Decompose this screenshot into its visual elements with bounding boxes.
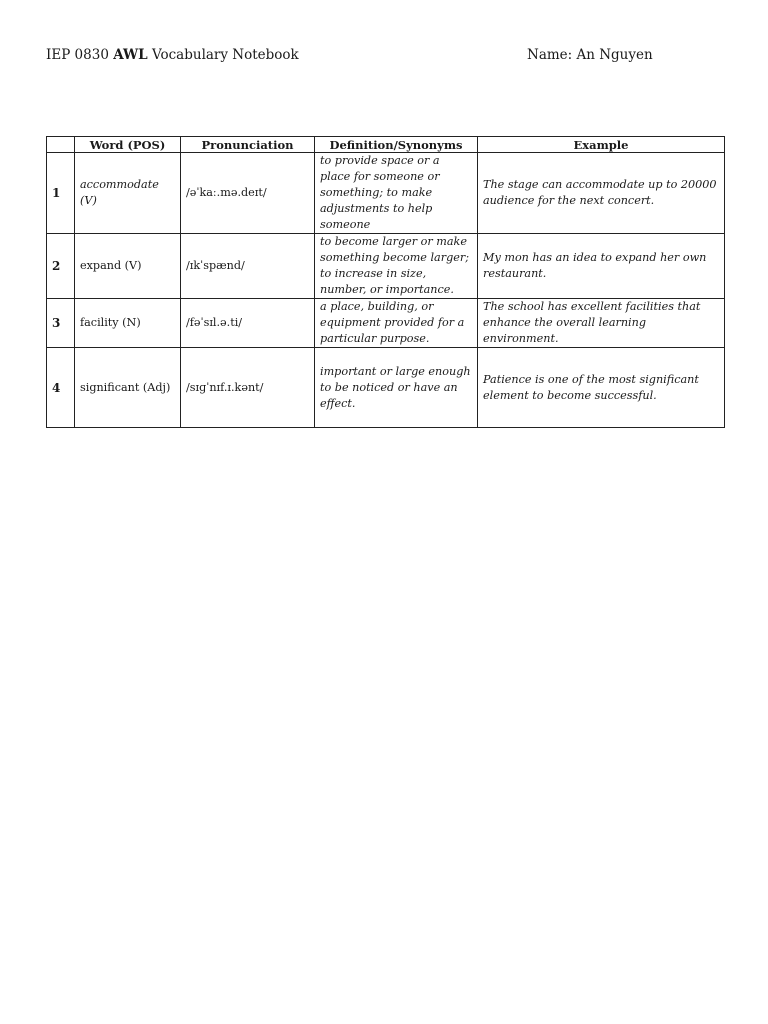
definition-cell: to provide space or a place for someone or something; to make adjustments to help someone (315, 153, 478, 234)
definition-cell: a place, building, or equipment provided for a particular purpose. (315, 299, 478, 348)
course-code: IEP 0830 (46, 47, 109, 63)
row-number: 2 (47, 234, 75, 299)
column-header-number (47, 137, 75, 153)
table-row (47, 153, 725, 234)
column-header-pronunciation: Pronunciation (181, 137, 315, 153)
column-header-example: Example (478, 137, 725, 153)
vocabulary-table (46, 136, 725, 428)
row-number: 3 (47, 299, 75, 348)
pronunciation-cell: /əˈkaː.mə.deɪt/ (181, 153, 315, 234)
table-row (47, 234, 725, 299)
example-cell: The school has excellent facilities that enhance the overall learning environment. (478, 299, 725, 348)
row-number: 1 (47, 153, 75, 234)
example-cell: Patience is one of the most significant element to become successful. (478, 348, 725, 428)
pronunciation-cell: /fəˈsɪl.ə.ti/ (181, 299, 315, 348)
word-cell: expand (V) (75, 234, 181, 299)
column-header-word: Word (POS) (75, 137, 181, 153)
student-name: Name: An Nguyen (527, 47, 653, 63)
pronunciation-cell: /ɪkˈspænd/ (181, 234, 315, 299)
table-row (47, 348, 725, 428)
row-number: 4 (47, 348, 75, 428)
table-row (47, 299, 725, 348)
document-title (46, 47, 299, 63)
table-header-row (47, 137, 725, 153)
pronunciation-cell: /sɪɡˈnɪf.ɪ.kənt/ (181, 348, 315, 428)
column-header-definition: Definition/Synonyms (315, 137, 478, 153)
word-cell: significant (Adj) (75, 348, 181, 428)
example-cell: My mon has an idea to expand her own restaurant. (478, 234, 725, 299)
notebook-label: Vocabulary Notebook (151, 47, 299, 63)
course-bold-label: AWL (113, 47, 148, 63)
word-cell: accommodate (V) (75, 153, 181, 234)
example-cell: The stage can accommodate up to 20000 audience for the next concert. (478, 153, 725, 234)
definition-cell: important or large enough to be noticed or have an effect. (315, 348, 478, 428)
definition-cell: to become larger or make something become larger; to increase in size, number, or importance. (315, 234, 478, 299)
word-cell: facility (N) (75, 299, 181, 348)
